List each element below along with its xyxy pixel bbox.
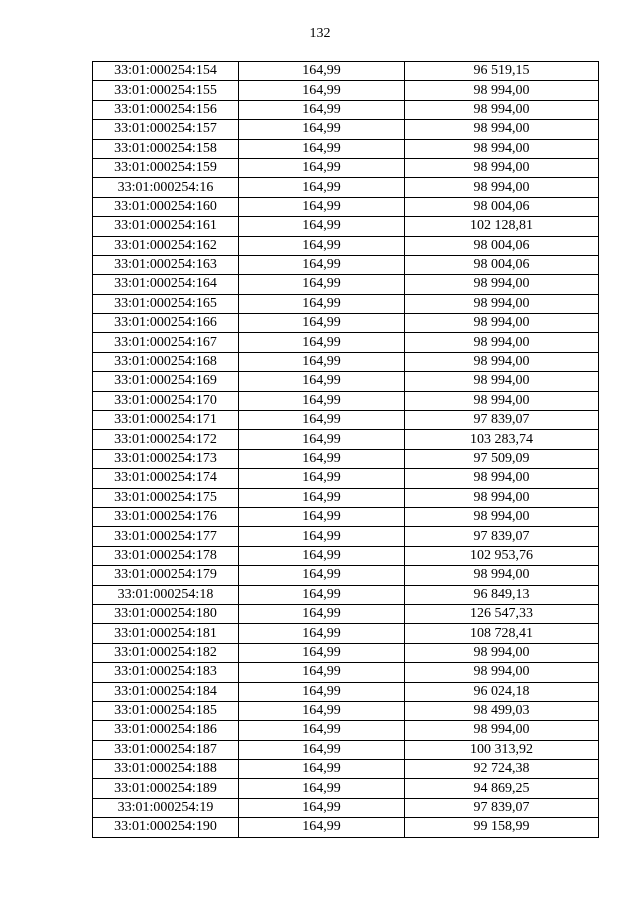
value-cell: 98 994,00 <box>405 566 599 585</box>
cadastral-number-cell: 33:01:000254:159 <box>93 158 239 177</box>
value-cell: 98 004,06 <box>405 255 599 274</box>
cadastral-table <box>92 61 599 838</box>
table-row <box>93 624 599 643</box>
area-cell: 164,99 <box>239 81 405 100</box>
table-row <box>93 721 599 740</box>
table-row <box>93 585 599 604</box>
cadastral-number-cell: 33:01:000254:158 <box>93 139 239 158</box>
cadastral-number-cell: 33:01:000254:176 <box>93 507 239 526</box>
value-cell: 98 994,00 <box>405 158 599 177</box>
area-cell: 164,99 <box>239 391 405 410</box>
table-row <box>93 430 599 449</box>
cadastral-number-cell: 33:01:000254:169 <box>93 372 239 391</box>
cadastral-number-cell: 33:01:000254:175 <box>93 488 239 507</box>
area-cell: 164,99 <box>239 158 405 177</box>
cadastral-number-cell: 33:01:000254:167 <box>93 333 239 352</box>
table-row <box>93 255 599 274</box>
table-row <box>93 449 599 468</box>
cadastral-number-cell: 33:01:000254:168 <box>93 352 239 371</box>
area-cell: 164,99 <box>239 236 405 255</box>
table-row <box>93 100 599 119</box>
value-cell: 98 994,00 <box>405 120 599 139</box>
value-cell: 98 994,00 <box>405 178 599 197</box>
table-row <box>93 469 599 488</box>
value-cell: 92 724,38 <box>405 760 599 779</box>
cadastral-number-cell: 33:01:000254:174 <box>93 469 239 488</box>
area-cell: 164,99 <box>239 546 405 565</box>
table-row <box>93 372 599 391</box>
table-row <box>93 566 599 585</box>
area-cell: 164,99 <box>239 663 405 682</box>
cadastral-number-cell: 33:01:000254:161 <box>93 217 239 236</box>
table-row <box>93 818 599 837</box>
area-cell: 164,99 <box>239 779 405 798</box>
area-cell: 164,99 <box>239 585 405 604</box>
area-cell: 164,99 <box>239 740 405 759</box>
cadastral-number-cell: 33:01:000254:189 <box>93 779 239 798</box>
table-row <box>93 197 599 216</box>
area-cell: 164,99 <box>239 197 405 216</box>
area-cell: 164,99 <box>239 798 405 817</box>
table-row <box>93 507 599 526</box>
value-cell: 102 128,81 <box>405 217 599 236</box>
table-row <box>93 411 599 430</box>
value-cell: 94 869,25 <box>405 779 599 798</box>
cadastral-number-cell: 33:01:000254:172 <box>93 430 239 449</box>
cadastral-number-cell: 33:01:000254:162 <box>93 236 239 255</box>
cadastral-number-cell: 33:01:000254:156 <box>93 100 239 119</box>
value-cell: 98 994,00 <box>405 643 599 662</box>
table-row <box>93 352 599 371</box>
value-cell: 100 313,92 <box>405 740 599 759</box>
value-cell: 96 849,13 <box>405 585 599 604</box>
cadastral-number-cell: 33:01:000254:170 <box>93 391 239 410</box>
area-cell: 164,99 <box>239 760 405 779</box>
value-cell: 98 994,00 <box>405 333 599 352</box>
value-cell: 98 994,00 <box>405 100 599 119</box>
value-cell: 98 994,00 <box>405 314 599 333</box>
cadastral-number-cell: 33:01:000254:164 <box>93 275 239 294</box>
value-cell: 98 994,00 <box>405 391 599 410</box>
cadastral-number-cell: 33:01:000254:165 <box>93 294 239 313</box>
value-cell: 98 994,00 <box>405 488 599 507</box>
area-cell: 164,99 <box>239 469 405 488</box>
area-cell: 164,99 <box>239 294 405 313</box>
area-cell: 164,99 <box>239 488 405 507</box>
cadastral-number-cell: 33:01:000254:173 <box>93 449 239 468</box>
cadastral-number-cell: 33:01:000254:179 <box>93 566 239 585</box>
table-row <box>93 314 599 333</box>
value-cell: 98 994,00 <box>405 294 599 313</box>
value-cell: 98 994,00 <box>405 352 599 371</box>
cadastral-number-cell: 33:01:000254:187 <box>93 740 239 759</box>
value-cell: 98 004,06 <box>405 236 599 255</box>
value-cell: 97 839,07 <box>405 411 599 430</box>
area-cell: 164,99 <box>239 507 405 526</box>
area-cell: 164,99 <box>239 721 405 740</box>
table-row <box>93 663 599 682</box>
table-row <box>93 81 599 100</box>
table-row <box>93 488 599 507</box>
value-cell: 98 994,00 <box>405 139 599 158</box>
table-row <box>93 139 599 158</box>
area-cell: 164,99 <box>239 217 405 236</box>
value-cell: 98 994,00 <box>405 663 599 682</box>
cadastral-number-cell: 33:01:000254:163 <box>93 255 239 274</box>
area-cell: 164,99 <box>239 352 405 371</box>
cadastral-number-cell: 33:01:000254:160 <box>93 197 239 216</box>
table-row <box>93 294 599 313</box>
area-cell: 164,99 <box>239 139 405 158</box>
value-cell: 98 994,00 <box>405 469 599 488</box>
value-cell: 98 994,00 <box>405 721 599 740</box>
table-row <box>93 701 599 720</box>
value-cell: 108 728,41 <box>405 624 599 643</box>
cadastral-number-cell: 33:01:000254:16 <box>93 178 239 197</box>
value-cell: 99 158,99 <box>405 818 599 837</box>
table-row <box>93 275 599 294</box>
cadastral-number-cell: 33:01:000254:19 <box>93 798 239 817</box>
area-cell: 164,99 <box>239 62 405 81</box>
area-cell: 164,99 <box>239 275 405 294</box>
value-cell: 98 004,06 <box>405 197 599 216</box>
table-row <box>93 391 599 410</box>
value-cell: 98 994,00 <box>405 372 599 391</box>
area-cell: 164,99 <box>239 430 405 449</box>
value-cell: 98 499,03 <box>405 701 599 720</box>
value-cell: 96 024,18 <box>405 682 599 701</box>
cadastral-number-cell: 33:01:000254:154 <box>93 62 239 81</box>
area-cell: 164,99 <box>239 333 405 352</box>
table-row <box>93 798 599 817</box>
area-cell: 164,99 <box>239 314 405 333</box>
cadastral-number-cell: 33:01:000254:166 <box>93 314 239 333</box>
cadastral-number-cell: 33:01:000254:183 <box>93 663 239 682</box>
value-cell: 126 547,33 <box>405 604 599 623</box>
cadastral-number-cell: 33:01:000254:182 <box>93 643 239 662</box>
area-cell: 164,99 <box>239 178 405 197</box>
table-row <box>93 217 599 236</box>
cadastral-number-cell: 33:01:000254:177 <box>93 527 239 546</box>
area-cell: 164,99 <box>239 120 405 139</box>
area-cell: 164,99 <box>239 255 405 274</box>
cadastral-number-cell: 33:01:000254:171 <box>93 411 239 430</box>
table-row <box>93 527 599 546</box>
area-cell: 164,99 <box>239 100 405 119</box>
area-cell: 164,99 <box>239 701 405 720</box>
area-cell: 164,99 <box>239 566 405 585</box>
value-cell: 97 509,09 <box>405 449 599 468</box>
table-row <box>93 643 599 662</box>
value-cell: 97 839,07 <box>405 527 599 546</box>
table-row <box>93 178 599 197</box>
cadastral-number-cell: 33:01:000254:184 <box>93 682 239 701</box>
value-cell: 98 994,00 <box>405 275 599 294</box>
table-row <box>93 62 599 81</box>
table-row <box>93 779 599 798</box>
table-row <box>93 333 599 352</box>
area-cell: 164,99 <box>239 624 405 643</box>
cadastral-number-cell: 33:01:000254:186 <box>93 721 239 740</box>
page-number: 132 <box>309 26 331 41</box>
cadastral-number-cell: 33:01:000254:181 <box>93 624 239 643</box>
table-body <box>93 62 599 838</box>
cadastral-number-cell: 33:01:000254:18 <box>93 585 239 604</box>
value-cell: 96 519,15 <box>405 62 599 81</box>
table-row <box>93 682 599 701</box>
cadastral-number-cell: 33:01:000254:190 <box>93 818 239 837</box>
area-cell: 164,99 <box>239 411 405 430</box>
cadastral-number-cell: 33:01:000254:180 <box>93 604 239 623</box>
area-cell: 164,99 <box>239 527 405 546</box>
table-row <box>93 760 599 779</box>
table-row <box>93 740 599 759</box>
value-cell: 98 994,00 <box>405 507 599 526</box>
area-cell: 164,99 <box>239 643 405 662</box>
value-cell: 97 839,07 <box>405 798 599 817</box>
cadastral-number-cell: 33:01:000254:155 <box>93 81 239 100</box>
table-row <box>93 236 599 255</box>
value-cell: 102 953,76 <box>405 546 599 565</box>
value-cell: 98 994,00 <box>405 81 599 100</box>
area-cell: 164,99 <box>239 682 405 701</box>
table-row <box>93 120 599 139</box>
table-row <box>93 158 599 177</box>
area-cell: 164,99 <box>239 372 405 391</box>
area-cell: 164,99 <box>239 449 405 468</box>
cadastral-number-cell: 33:01:000254:178 <box>93 546 239 565</box>
cadastral-number-cell: 33:01:000254:157 <box>93 120 239 139</box>
area-cell: 164,99 <box>239 604 405 623</box>
cadastral-number-cell: 33:01:000254:185 <box>93 701 239 720</box>
value-cell: 103 283,74 <box>405 430 599 449</box>
cadastral-number-cell: 33:01:000254:188 <box>93 760 239 779</box>
table-row <box>93 546 599 565</box>
table-row <box>93 604 599 623</box>
area-cell: 164,99 <box>239 818 405 837</box>
